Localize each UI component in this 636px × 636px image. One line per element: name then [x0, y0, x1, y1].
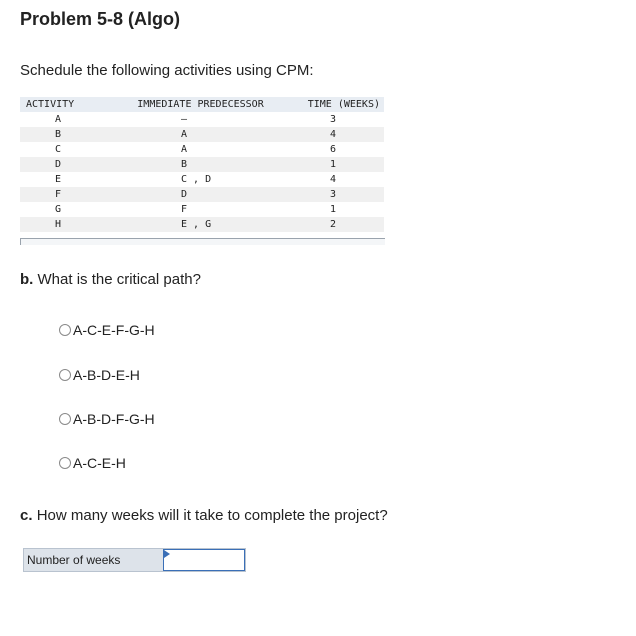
- table-footer-bar: [20, 238, 385, 245]
- activity-cell: F: [20, 187, 110, 202]
- option-label[interactable]: A-B-D-E-H: [73, 367, 140, 383]
- activity-cell: G: [55, 204, 62, 215]
- predecessor-cell: A: [181, 144, 188, 155]
- table-row: [20, 202, 384, 217]
- radio-button[interactable]: [59, 457, 71, 469]
- option-a-c-e-f-g-h[interactable]: [59, 321, 155, 339]
- activity-cell: H: [20, 217, 110, 232]
- option-label[interactable]: A-C-E-F-G-H: [73, 322, 155, 338]
- flag-marker-icon: [164, 550, 170, 558]
- option-a-b-d-f-g-h[interactable]: [59, 410, 155, 428]
- page-title: Problem 5-8 (Algo): [20, 9, 181, 29]
- predecessor-cell: D: [110, 187, 291, 202]
- predecessor-cell: C , D: [181, 174, 212, 185]
- question-c-text: How many weeks will it take to complete the project?: [36, 507, 388, 524]
- radio-button[interactable]: [59, 369, 71, 381]
- time-cell: 3: [329, 114, 336, 125]
- activity-cell: D: [20, 157, 110, 172]
- weeks-input-wrapper[interactable]: [163, 549, 245, 571]
- activity-cell: A: [55, 114, 62, 125]
- question-c-label: c.: [20, 507, 33, 524]
- time-cell: 2: [291, 217, 384, 232]
- time-cell: 6: [329, 144, 336, 155]
- weeks-label: Number of weeks: [24, 549, 163, 571]
- option-label[interactable]: A-C-E-H: [73, 455, 126, 471]
- question-b-label: b.: [20, 271, 34, 288]
- table-row: [20, 157, 384, 172]
- table-row: [20, 142, 384, 157]
- weeks-input[interactable]: [164, 550, 244, 570]
- question-b-text: What is the critical path?: [37, 271, 201, 288]
- time-cell: 3: [291, 187, 384, 202]
- question-c: [20, 507, 388, 524]
- predecessor-cell: —: [181, 114, 188, 125]
- table-row: [20, 187, 384, 202]
- option-label[interactable]: A-B-D-F-G-H: [73, 411, 155, 427]
- radio-button[interactable]: [59, 413, 71, 425]
- activity-table: [20, 97, 384, 232]
- weeks-answer-row: [23, 548, 246, 572]
- predecessor-cell: E , G: [110, 217, 291, 232]
- table-row: [20, 217, 384, 232]
- header-activity: ACTIVITY: [20, 97, 110, 112]
- table-row: [20, 127, 384, 142]
- header-time: TIME (WEEKS): [291, 97, 384, 112]
- time-cell: 1: [329, 204, 336, 215]
- activity-cell: C: [55, 144, 62, 155]
- intro-text: Schedule the following activities using CPM:: [20, 62, 314, 79]
- table-header-row: [20, 97, 384, 112]
- predecessor-cell: F: [181, 204, 188, 215]
- header-predecessor: IMMEDIATE PREDECESSOR: [110, 97, 291, 112]
- radio-button[interactable]: [59, 324, 71, 336]
- time-cell: 4: [329, 174, 336, 185]
- question-b: [20, 271, 201, 288]
- option-a-c-e-h[interactable]: [59, 454, 126, 472]
- table-row: [20, 172, 384, 187]
- activity-cell: B: [20, 127, 110, 142]
- table-row: [20, 112, 384, 127]
- predecessor-cell: A: [110, 127, 291, 142]
- time-cell: 4: [291, 127, 384, 142]
- predecessor-cell: B: [110, 157, 291, 172]
- time-cell: 1: [291, 157, 384, 172]
- activity-cell: E: [55, 174, 62, 185]
- option-a-b-d-e-h[interactable]: [59, 366, 140, 384]
